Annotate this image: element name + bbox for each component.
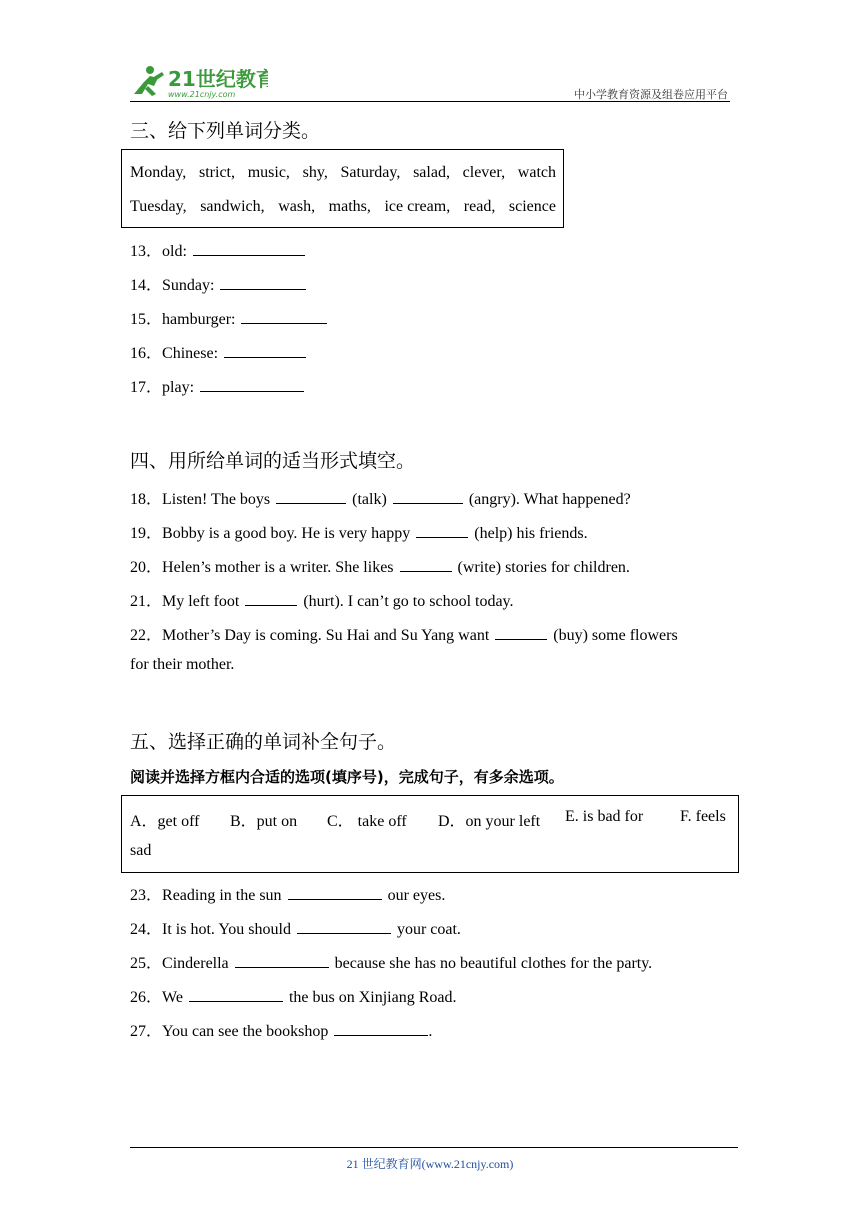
question-number: 25． — [130, 955, 163, 972]
question-number: 14． — [130, 277, 163, 294]
word-bank-box — [121, 149, 564, 228]
word: Saturday, — [340, 164, 401, 181]
question-text: play: — [162, 379, 195, 396]
question-text: the bus on Xinjiang Road. — [288, 989, 457, 1006]
answer-blank[interactable] — [224, 343, 306, 358]
word: Tuesday, — [130, 198, 187, 215]
question-22-continued: for their mother. — [130, 656, 235, 673]
question-text: our eyes. — [387, 887, 446, 904]
answer-blank[interactable] — [416, 523, 468, 538]
section-5-title: 五、选择正确的单词补全句子。 — [130, 731, 397, 753]
header-divider — [130, 101, 730, 102]
section-5-instruction: 阅读并选择方框内合适的选项(填序号)，完成句子，有多余选项。 — [130, 768, 564, 786]
answer-blank[interactable] — [245, 591, 297, 606]
question-text: hamburger: — [162, 311, 236, 328]
question-text: Reading in the sun — [162, 887, 282, 904]
answer-blank[interactable] — [495, 625, 547, 640]
option-b: B．put on — [230, 813, 298, 830]
word: watch — [517, 164, 556, 181]
word-bank-row-2 — [130, 198, 556, 216]
footer-divider — [130, 1147, 738, 1148]
question-number: 19． — [130, 525, 163, 542]
option-f-continued: sad — [130, 842, 152, 859]
answer-blank[interactable] — [393, 489, 463, 504]
option-c: C． take off — [327, 813, 407, 830]
question-text: We — [162, 989, 183, 1006]
word: wash, — [278, 198, 316, 215]
question-number: 26． — [130, 989, 163, 1006]
question-number: 24． — [130, 921, 163, 938]
answer-blank[interactable] — [288, 885, 382, 900]
question-number: 20． — [130, 559, 163, 576]
option-a: A．get off — [130, 813, 200, 830]
option-d: D．on your left — [438, 813, 541, 830]
word: salad, — [413, 164, 450, 181]
hint-word: (write) stories for children. — [457, 559, 630, 576]
question-22 — [130, 622, 678, 645]
option-f: F. feels — [680, 808, 726, 825]
question-17 — [130, 374, 310, 397]
question-text: Listen! The boys — [162, 491, 271, 508]
question-16 — [130, 340, 312, 363]
answer-blank[interactable] — [297, 919, 391, 934]
question-number: 18． — [130, 491, 163, 508]
question-number: 22． — [130, 627, 163, 644]
word: Monday, — [130, 164, 187, 181]
word: sandwich, — [200, 198, 265, 215]
options-box — [121, 795, 739, 873]
logo-text: 21世纪教育 — [168, 67, 268, 91]
question-text: Bobby is a good boy. He is very happy — [162, 525, 411, 542]
question-26 — [130, 984, 456, 1007]
word: clever, — [462, 164, 506, 181]
question-number: 17． — [130, 379, 163, 396]
question-text: Helen’s mother is a writer. She likes — [162, 559, 394, 576]
word: science — [508, 198, 556, 215]
question-text: Cinderella — [162, 955, 229, 972]
question-21 — [130, 588, 514, 611]
question-number: 21． — [130, 593, 163, 610]
hint-word: (buy) some flowers — [553, 627, 678, 644]
question-text: You can see the bookshop — [162, 1023, 329, 1040]
word: read, — [463, 198, 496, 215]
question-20 — [130, 554, 630, 577]
question-27 — [130, 1018, 432, 1041]
question-23 — [130, 882, 445, 905]
question-18 — [130, 486, 631, 509]
question-number: 16． — [130, 345, 163, 362]
word: shy, — [302, 164, 328, 181]
question-text: Mother’s Day is coming. Su Hai and Su Yang want — [162, 627, 490, 644]
word: music, — [247, 164, 290, 181]
header-platform-text: 中小学教育资源及组卷应用平台 — [574, 89, 728, 101]
answer-blank[interactable] — [189, 987, 283, 1002]
question-text: old: — [162, 243, 187, 260]
question-text: . — [428, 1023, 433, 1040]
answer-blank[interactable] — [193, 241, 305, 256]
answer-blank[interactable] — [220, 275, 306, 290]
question-text: Sunday: — [162, 277, 215, 294]
section-3-title: 三、给下列单词分类。 — [130, 120, 321, 142]
question-13 — [130, 238, 311, 261]
word: ice cream, — [384, 198, 451, 215]
question-25 — [130, 950, 652, 973]
question-text: Chinese: — [162, 345, 219, 362]
section-4-title: 四、用所给单词的适当形式填空。 — [130, 450, 416, 472]
word-bank-row-1 — [130, 164, 556, 182]
answer-blank[interactable] — [334, 1021, 428, 1036]
footer-link[interactable]: 21 世纪教育网(www.21cnjy.com) — [346, 1157, 514, 1171]
logo-url: www.21cnjy.com — [168, 90, 236, 99]
word: maths, — [328, 198, 371, 215]
question-text: My left foot — [162, 593, 240, 610]
option-e: E. is bad for — [565, 808, 644, 825]
answer-blank[interactable] — [235, 953, 329, 968]
question-19 — [130, 520, 588, 543]
hint-word: (talk) — [352, 491, 387, 508]
hint-word: (angry). What happened? — [468, 491, 631, 508]
answer-blank[interactable] — [200, 377, 304, 392]
answer-blank[interactable] — [241, 309, 327, 324]
question-24 — [130, 916, 461, 939]
question-number: 15． — [130, 311, 163, 328]
site-logo — [128, 64, 268, 100]
question-14 — [130, 272, 312, 295]
hint-word: (hurt). I can’t go to school today. — [303, 593, 514, 610]
question-number: 13． — [130, 243, 163, 260]
answer-blank[interactable] — [400, 557, 452, 572]
hint-word: (help) his friends. — [474, 525, 588, 542]
question-text: because she has no beautiful clothes for the party. — [334, 955, 653, 972]
question-number: 27． — [130, 1023, 163, 1040]
question-text: It is hot. You should — [162, 921, 291, 938]
question-15 — [130, 306, 333, 329]
answer-blank[interactable] — [276, 489, 346, 504]
question-text: your coat. — [396, 921, 461, 938]
question-number: 23． — [130, 887, 163, 904]
word: strict, — [199, 164, 235, 181]
